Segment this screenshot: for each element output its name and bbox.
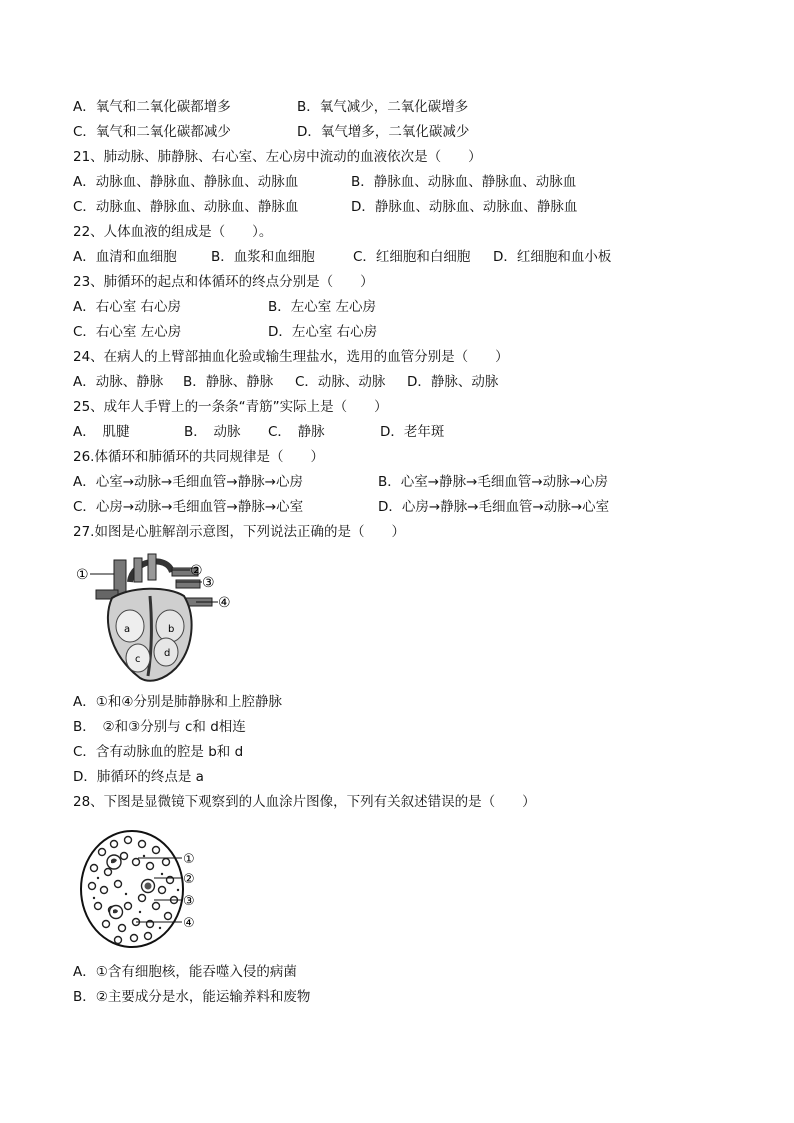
blood-smear-svg <box>78 828 208 950</box>
chamber-label-d: d <box>164 648 171 659</box>
blood-smear-diagram <box>78 828 208 950</box>
q25-option-d: D．老年斑 <box>380 424 445 440</box>
q24-option-a: A．动脉、静脉 <box>73 374 164 390</box>
smear-label-2: ② <box>183 872 195 887</box>
q21-stem: 21、肺动脉、肺静脉、右心室、左心房中流动的血液依次是（ ） <box>73 149 482 165</box>
q26-option-a: A．心室→动脉→毛细血管→静脉→心房 <box>73 474 303 490</box>
q26-stem: 26.体循环和肺循环的共同规律是（ ） <box>73 449 324 465</box>
smear-label-3: ③ <box>183 894 195 909</box>
heart-label-4: ④ <box>218 595 231 611</box>
microscope-field <box>81 831 183 947</box>
q21-option-a: A．动脉血、静脉血、静脉血、动脉血 <box>73 174 299 190</box>
q22-option-c: C．红细胞和白细胞 <box>353 249 471 265</box>
q26-option-d: D．心房→静脉→毛细血管→动脉→心室 <box>378 499 610 515</box>
heart-label-3: ③ <box>202 575 215 591</box>
q23-option-c: C．右心室 左心房 <box>73 324 182 340</box>
q28-option-a: A．①含有细胞核，能吞噬入侵的病菌 <box>73 964 297 980</box>
smear-label-4: ④ <box>183 916 195 931</box>
q23-option-b: B．左心室 左心房 <box>268 299 377 315</box>
chamber-label-a: a <box>124 624 131 635</box>
q26-option-b: B．心室→静脉→毛细血管→动脉→心房 <box>378 474 609 490</box>
q26-option-c: C．心房→动脉→毛细血管→静脉→心室 <box>73 499 304 515</box>
q23-option-d: D．左心室 右心房 <box>268 324 378 340</box>
q22-option-a: A．血清和血细胞 <box>73 249 177 265</box>
q20-option-c: C．氧气和二氧化碳都减少 <box>73 124 231 140</box>
q21-option-d: D．静脉血、动脉血、动脉血、静脉血 <box>351 199 578 215</box>
q23-stem: 23、肺循环的起点和体循环的终点分别是（ ） <box>73 274 374 290</box>
q27-option-b: B． ②和③分别与 c和 d相连 <box>73 719 246 735</box>
q28-stem: 28、下图是显微镜下观察到的人血涂片图像，下列有关叙述错误的是（ ） <box>73 794 536 810</box>
q22-option-b: B．血浆和血细胞 <box>211 249 315 265</box>
q27-option-c: C．含有动脉血的腔是 b和 d <box>73 744 244 760</box>
q24-option-d: D．静脉、动脉 <box>407 374 499 390</box>
q25-option-c: C． 静脉 <box>268 424 325 440</box>
chamber-label-c: c <box>135 654 141 665</box>
q24-option-c: C．动脉、动脉 <box>295 374 386 390</box>
q27-option-a: A．①和④分别是肺静脉和上腔静脉 <box>73 694 282 710</box>
q25-option-b: B． 动脉 <box>184 424 241 440</box>
q21-option-b: B．静脉血、动脉血、静脉血、动脉血 <box>351 174 577 190</box>
q27-stem: 27.如图是心脏解剖示意图，下列说法正确的是（ ） <box>73 524 405 540</box>
q25-option-a: A． 肌腱 <box>73 424 130 440</box>
vessel-top-2 <box>148 554 156 580</box>
q28-option-b: B．②主要成分是水，能运输养料和废物 <box>73 989 311 1005</box>
q24-stem: 24、在病人的上臂部抽血化验或输生理盐水，选用的血管分别是（ ） <box>73 349 509 365</box>
vessel-top-1 <box>134 558 142 582</box>
heart-diagram <box>72 550 242 685</box>
q20-option-a: A．氧气和二氧化碳都增多 <box>73 99 231 115</box>
heart-label-1: ① <box>76 567 89 583</box>
q21-option-c: C．动脉血、静脉血、动脉血、静脉血 <box>73 199 299 215</box>
heart-label-2: ② <box>190 563 203 579</box>
q23-option-a: A．右心室 右心房 <box>73 299 182 315</box>
q20-option-d: D．氧气增多，二氧化碳减少 <box>297 124 470 140</box>
heart-diagram-svg <box>72 550 242 685</box>
chamber-label-b: b <box>168 624 175 635</box>
smear-label-1: ① <box>183 852 195 867</box>
q20-option-b: B．氧气减少，二氧化碳增多 <box>297 99 469 115</box>
q25-stem: 25、成年人手臂上的一条条“青筋”实际上是（ ） <box>73 399 388 415</box>
q22-option-d: D．红细胞和血小板 <box>493 249 612 265</box>
q24-option-b: B．静脉、静脉 <box>183 374 274 390</box>
q22-stem: 22、人体血液的组成是（ ）。 <box>73 224 273 240</box>
q27-option-d: D．肺循环的终点是 a <box>73 769 204 785</box>
right-vessel-middle <box>176 580 200 588</box>
